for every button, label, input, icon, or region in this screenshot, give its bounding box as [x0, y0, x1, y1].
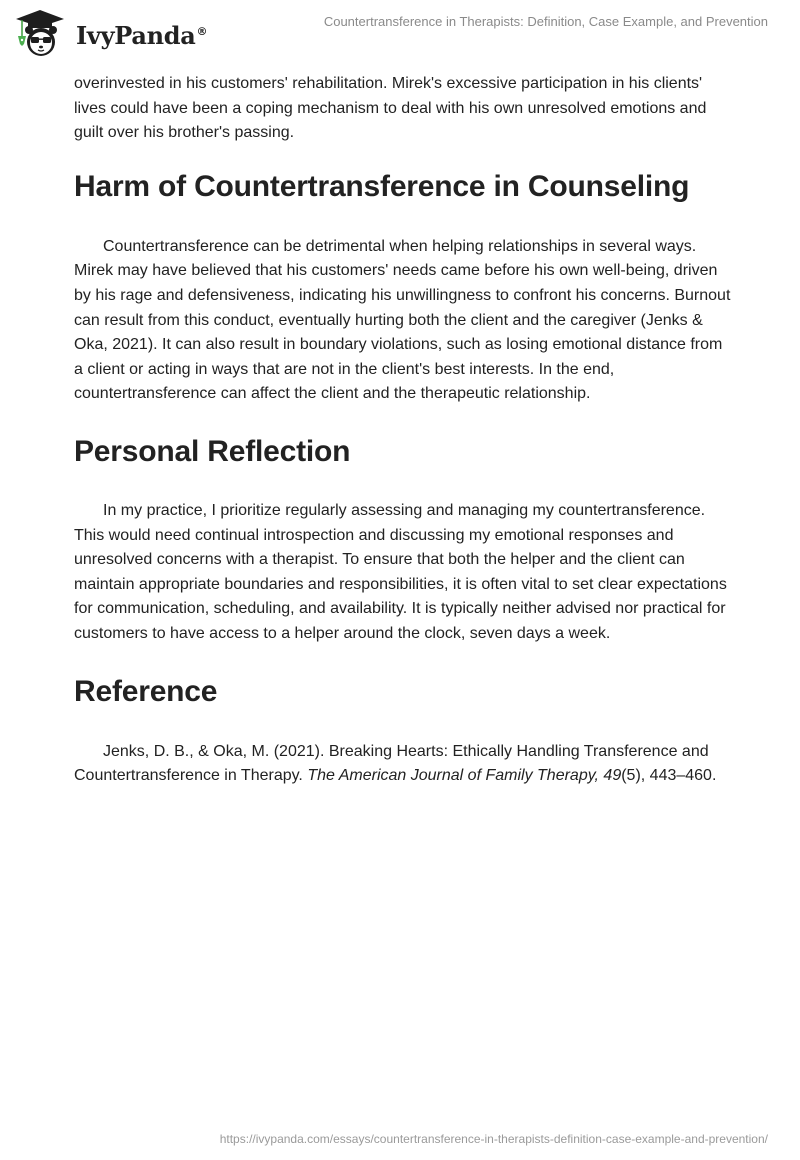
personal-reflection-paragraph: In my practice, I prioritize regularly assessing and managing my countertransference. This would need continual introspection and discussing my emotional responses and unresolved concerns with a therapist. To ensure that both the helper and the client can maintain appropriate boundaries and responsibilities, it is often vital to set clear expectations for communication, scheduling, and availability. It is typically neither advised nor practical for customers to have access to a helper around the clock, seven days a week. [74, 501, 727, 642]
ivypanda-logo[interactable] [14, 8, 207, 58]
intro-continuation-paragraph: overinvested in his customers' rehabilitation. Mirek's excessive participation in his clients' lives could have been a coping mechanism to deal with his own unresolved emotions and guilt over his brother's passing. [74, 75, 707, 142]
document-title: Countertransference in Therapists: Definition, Case Example, and Prevention [323, 14, 768, 29]
reference-issue: (5), [621, 767, 646, 785]
reference-entry [74, 740, 734, 789]
harm-paragraph: Countertransference can be detrimental when helping relationships in several ways. Mirek may have believed that his customers' needs came before his own well-being, driven by his rage and defensiveness, indicating his unwillingness to confront his concerns. Burnout can result from this conduct, eventually hurting both the client and the caregiver (Jenks & Oka, 2021). It can also result in boundary violations, such as losing emotional distance from a client or acting in ways that are not in the client's best interests. In the end, countertransference can affect the client and the therapeutic relationship. [74, 237, 731, 403]
reference-pages: 443–460. [645, 767, 717, 785]
reference-journal: The American Journal of Family Therapy, 49 [307, 767, 622, 785]
panda-graduate-icon [14, 8, 66, 58]
page-header [0, 0, 800, 60]
brand-name: IvyPanda® [76, 20, 208, 50]
reference-authors-title: Jenks, D. B., & Oka, M. (2021). Breaking Hearts: Ethically Handling Transference and Countertransference in Therapy. [74, 742, 709, 785]
source-url-link[interactable]: https://ivypanda.com/essays/countertransference-in-therapists-definition-case-example-and-prevention/ [219, 1132, 768, 1146]
section-heading-reference: Reference [74, 674, 218, 708]
essay-content [74, 72, 734, 789]
section-heading-personal-reflection: Personal Reflection [74, 434, 351, 468]
section-heading-harm: Harm of Countertransference in Counseling [74, 169, 690, 203]
registered-mark: ® [196, 24, 208, 38]
